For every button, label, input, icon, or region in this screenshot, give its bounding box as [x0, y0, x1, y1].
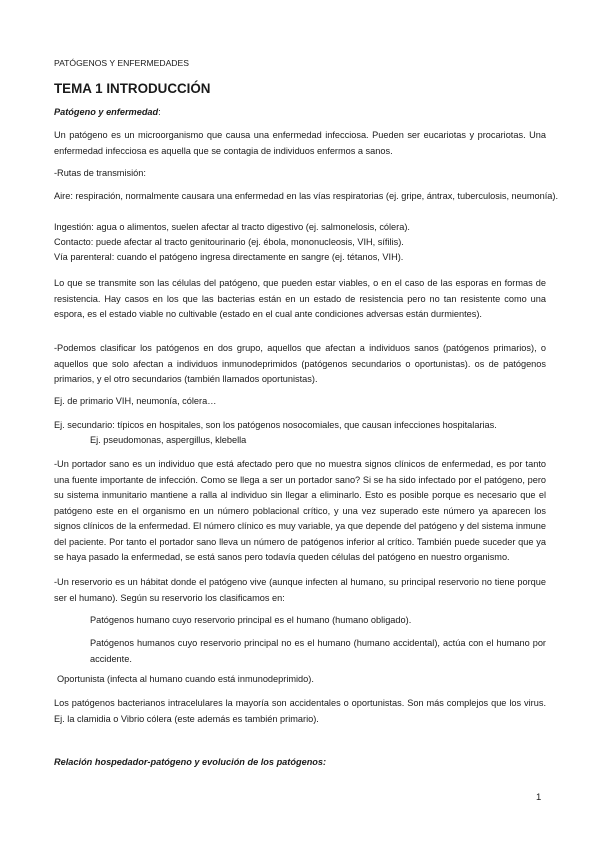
section-heading-host-pathogen: Relación hospedador-patógeno y evolución de los patógenos:: [54, 757, 327, 767]
route-ingestion: Ingestión: agua o alimentos, suelen afectar al tracto digestivo (ej. salmonelosis, cólera).: [54, 222, 410, 232]
paragraph-intracellular: Los patógenos bacterianos intracelulares la mayoría son accidentales o oportunistas. Son más complejos que los virus. Ej. la clamidia o Vibrio cólera (este además es también primario).: [54, 698, 546, 724]
section-heading-text: Patógeno y enfermedad: [54, 107, 159, 117]
example-secondary: Ej. secundario: típicos en hospitales, son los patógenos nosocomiales, que causan infecciones hospitalarias.: [54, 420, 497, 430]
example-secondary-cont: Ej. pseudomonas, aspergillus, klebella: [90, 435, 247, 445]
route-air: Aire: respiración, normalmente causara una enfermedad en las vías respiratorias (ej. gripe, ántrax, tuberculosis, neumonía).: [54, 191, 559, 201]
reservoir-item-accidental: Patógenos humanos cuyo reservorio principal no es el humano (humano accidental), actúa con el humano por accidente.: [90, 638, 546, 664]
example-primary: Ej. de primario VIH, neumonía, cólera…: [54, 396, 217, 406]
section-heading-colon: :: [158, 107, 161, 117]
running-header: PATÓGENOS Y ENFERMEDADES: [54, 58, 189, 68]
paragraph-classification: -Podemos clasificar los patógenos en dos grupo, aquellos que afectan a individuos sanos (patógenos primarios), o aquellos que solo afectan a individuos inmunodeprimidos (patógenos secundarios o oportunistas). os de patógenos primarios, y el otro secundarios (también llamados oportunistas).: [54, 343, 546, 384]
reservoir-item-human: Patógenos humano cuyo reservorio principal es el humano (humano obligado).: [90, 615, 412, 625]
paragraph-transmission: Lo que se transmite son las células del patógeno, que pueden estar viables, o en el caso de las esporas en formas de resistencia. Hay casos en los que las bacterias están en un estado de resistencia pero no tan resistente como una espora, es el estado viable no cultivable (estado en el cual ante condiciones adversas están durmientes).: [54, 278, 546, 319]
route-parenteral: Vía parenteral: cuando el patógeno ingresa directamente en sangre (ej. tétanos, VIH).: [54, 252, 404, 262]
paragraph-healthy-carrier: -Un portador sano es un individuo que está afectado pero que no muestra signos clínicos de enfermedad, es por tanto una fuente importante de infección. Como se llega a ser un portador sano? Si se ha sido infectado por el patógeno, pero su sistema inmunitario mantiene a ralla al individuo sin llegar a eliminarlo. Esto es posible porque es necesario que el patógeno este en el organismo en un número poblacional crítico, y una vez superado este número ya aparecen los signos clínicos de la enfermedad. El número clínico es muy variable, ya que depende del patógeno y del sistema inmune del paciente. Por tanto el portador sano lleva un número de patógenos inferior al crítico. También puede suceder que ya se haya pasado la enfermedad, se está sanos pero todavía queden células del patógeno en nuestro organismo.: [54, 459, 546, 562]
reservoir-item-opportunist: Oportunista (infecta al humano cuando está inmunodeprimido).: [57, 674, 314, 684]
section-heading-pathogen: [54, 105, 546, 121]
paragraph-definition: Un patógeno es un microorganismo que causa una enfermedad infecciosa. Pueden ser eucariotas y procariotas. Una enfermedad infecciosa es aquella que se contagia de individuos enfermos a sanos.: [54, 130, 546, 156]
route-contact: Contacto: puede afectar al tracto genitourinario (ej. ébola, mononucleosis, VIH, sífilis).: [54, 237, 404, 247]
routes-heading: -Rutas de transmisión:: [54, 168, 146, 178]
paragraph-reservoir: -Un reservorio es un hábitat donde el patógeno vive (aunque infecten al humano, su principal reservorio no tiene porque ser el humano). Según su reservorio los clasificamos en:: [54, 577, 546, 603]
chapter-title: TEMA 1 INTRODUCCIÓN: [54, 81, 211, 96]
page-number: 1: [536, 792, 542, 803]
